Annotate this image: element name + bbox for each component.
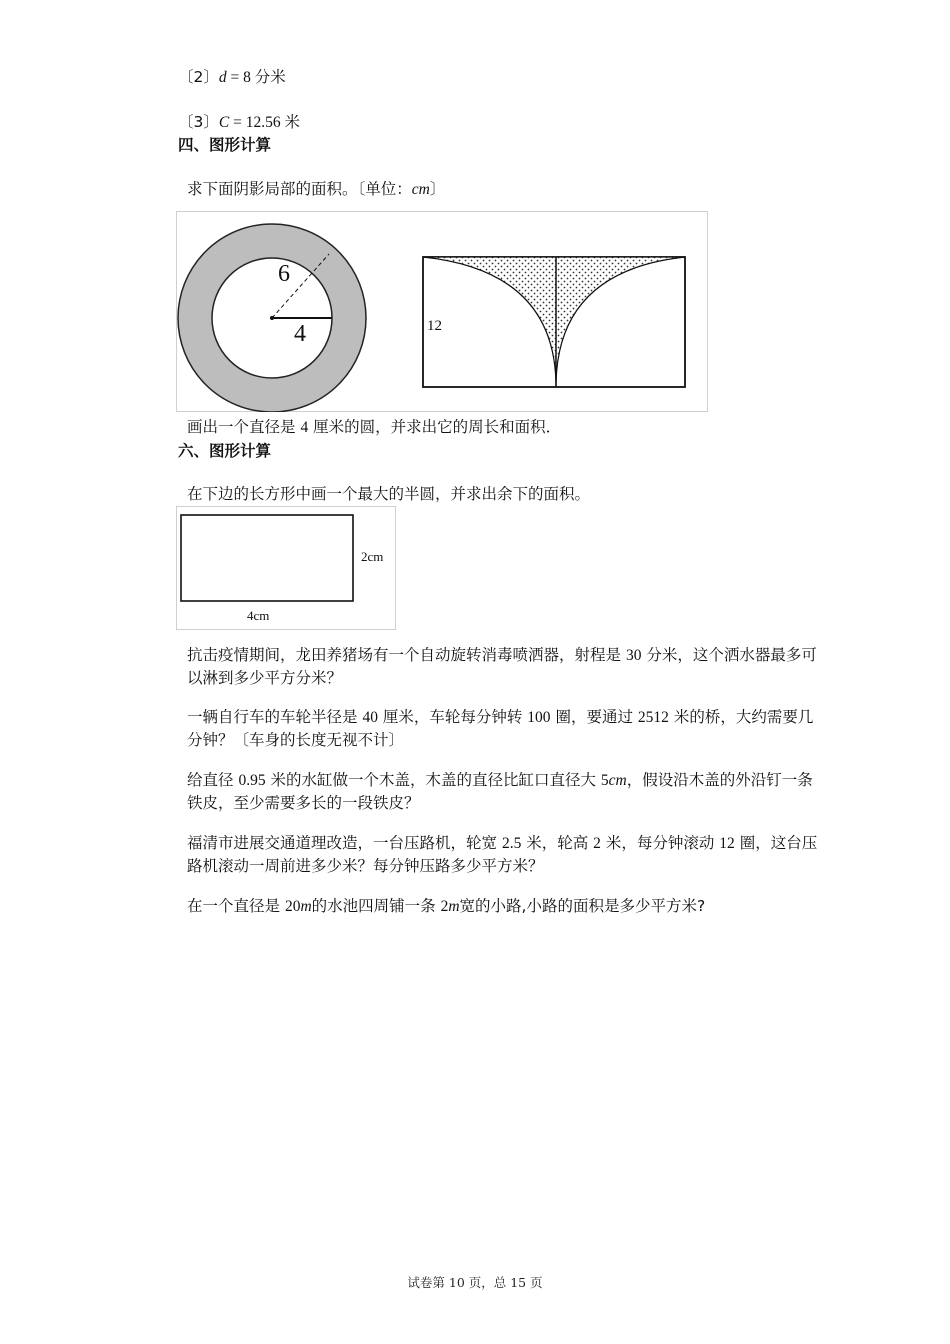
shaded-area-svg: [176, 211, 708, 412]
draw-circle-question: 画出一个直径是 4 厘米的圆，并求出它的周长和面积．: [187, 418, 562, 436]
problem-sprinkler: 抗击疫情期间，龙田养猪场有一个自动旋转消毒喷洒器，射程是 30 分米，这个洒水器最多可以淋到多少平方分米？: [187, 646, 817, 687]
width-label: 4cm: [247, 608, 270, 623]
page-footer: 试卷第 10 页，总 15 页: [407, 1275, 543, 1290]
problem-water-tank: 给直径 0.95 米的水缸做一个木盖，木盖的直径比缸口直径大 5cm，假设沿木盖的外沿钉一条铁皮，至少需要多长的一段铁皮？: [187, 771, 813, 812]
problem-pool-path: 在一个直径是 20m的水池四周铺一条 2m宽的小路,小路的面积是多少平方米?: [187, 897, 706, 915]
section-4-heading: 四、图形计算: [178, 136, 272, 154]
height-label: 2cm: [361, 549, 384, 564]
semicircle-rectangle-svg: [176, 506, 396, 630]
section-4-question: 求下面阴影局部的面积。〔单位：cm〕: [187, 180, 446, 198]
label-12: 12: [427, 318, 442, 334]
rectangle-2: [181, 515, 353, 601]
shaded-area-figure: [176, 211, 708, 412]
semicircle-rectangle-figure: [176, 506, 396, 630]
section-6-heading: 六、图形计算: [178, 442, 272, 460]
answer-2: 〔2〕d = 8 分米: [178, 68, 286, 86]
center-point: [270, 316, 274, 320]
label-6: 6: [278, 261, 290, 287]
answer-3: 〔3〕C = 12.56 米: [178, 113, 300, 131]
problem-bicycle: 一辆自行车的车轮半径是 40 厘米，车轮每分钟转 100 圈，要通过 2512 米的桥，大约需要几分钟？〔车身的长度无视不计〕: [187, 708, 814, 749]
section-6-question: 在下边的长方形中画一个最大的半圆，并求出余下的面积。: [187, 485, 591, 503]
label-4: 4: [294, 321, 306, 347]
problem-road-roller: 福清市进展交通道理改造，一台压路机，轮宽 2.5 米，轮高 2 米，每分钟滚动 12 圈，这台压路机滚动一周前进多少米？每分钟压路多少平方米？: [187, 834, 818, 875]
